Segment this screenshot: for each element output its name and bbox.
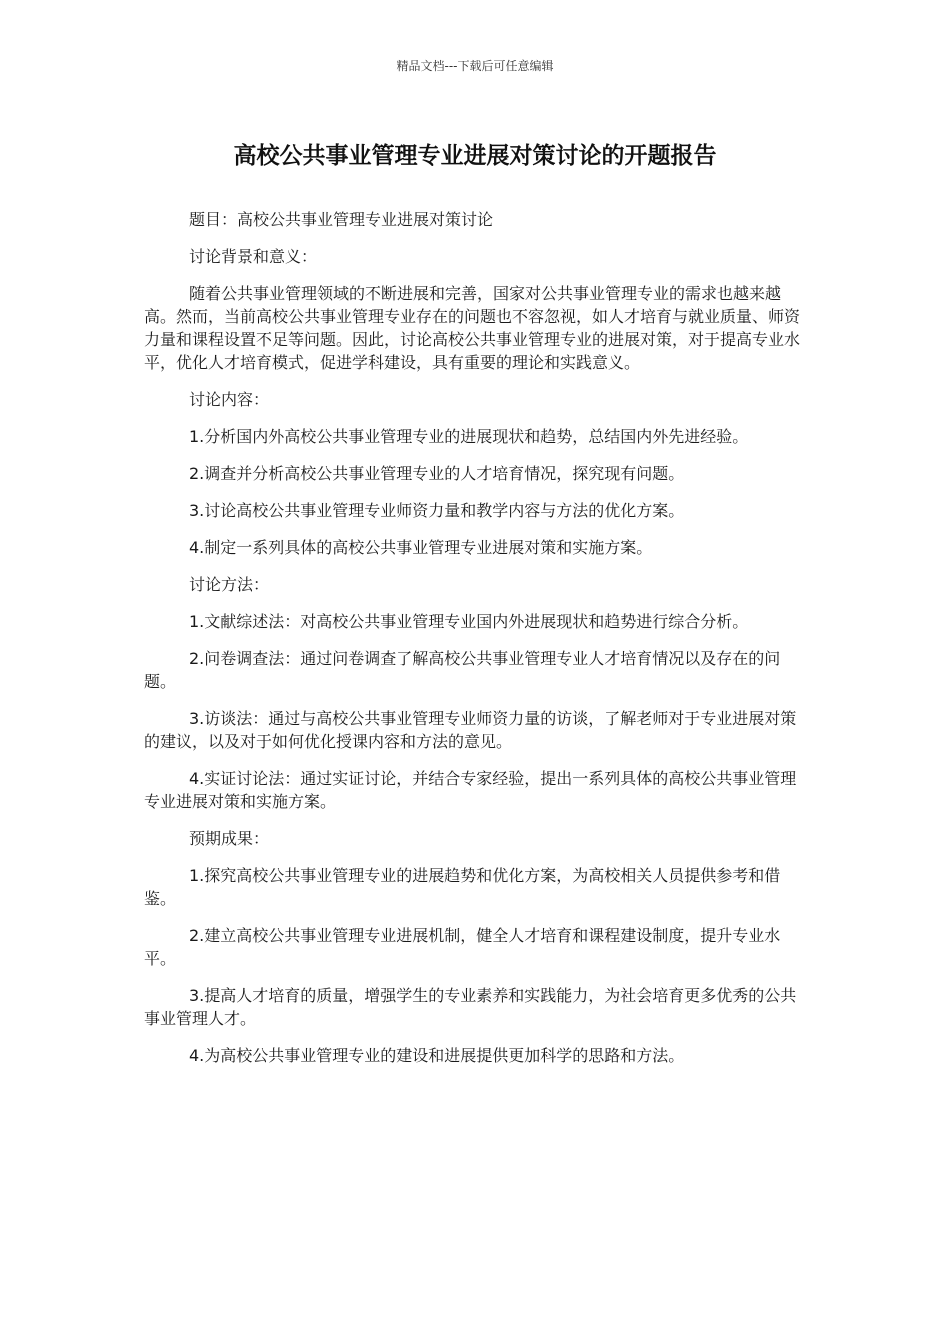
method-item: 3.访谈法：通过与高校公共事业管理专业师资力量的访谈，了解老师对于专业进展对策的建议，以及对于如何优化授课内容和方法的意见。 bbox=[144, 709, 797, 751]
method-item: 2.问卷调查法：通过问卷调查了解高校公共事业管理专业人才培育情况以及存在的问题。 bbox=[144, 649, 781, 691]
content-item: 1.分析国内外高校公共事业管理专业的进展现状和趋势，总结国内外先进经验。 bbox=[189, 427, 749, 446]
outcome-item: 3.提高人才培育的质量，增强学生的专业素养和实践能力，为社会培育更多优秀的公共事业管理人才。 bbox=[144, 986, 797, 1028]
outcome-item: 1.探究高校公共事业管理专业的进展趋势和优化方案，为高校相关人员提供参考和借鉴。 bbox=[144, 866, 781, 908]
section-heading-content: 讨论内容： bbox=[189, 390, 270, 409]
method-item: 4.实证讨论法：通过实证讨论，并结合专家经验，提出一系列具体的高校公共事业管理专业进展对策和实施方案。 bbox=[144, 769, 797, 811]
outcome-item: 4.为高校公共事业管理专业的建设和进展提供更加科学的思路和方法。 bbox=[189, 1046, 685, 1065]
document-title: 高校公共事业管理专业进展对策讨论的开题报告 bbox=[233, 143, 717, 169]
content-item: 3.讨论高校公共事业管理专业师资力量和教学内容与方法的优化方案。 bbox=[189, 501, 685, 520]
section-heading-background: 讨论背景和意义： bbox=[189, 247, 318, 266]
outcome-item: 2.建立高校公共事业管理专业进展机制，健全人才培育和课程建设制度，提升专业水平。 bbox=[144, 926, 781, 968]
document-body bbox=[144, 208, 806, 1081]
background-paragraph: 随着公共事业管理领域的不断进展和完善，国家对公共事业管理专业的需求也越来越高。然而，当前高校公共事业管理专业存在的问题也不容忽视，如人才培育与就业质量、师资力量和课程设置不足等问题。因此，讨论高校公共事业管理专业的进展对策，对于提高专业水平，优化人才培育模式，促进学科建设，具有重要的理论和实践意义。 bbox=[144, 284, 801, 372]
page-header: 精品文档---下载后可任意编辑 bbox=[396, 59, 554, 73]
method-item: 1.文献综述法：对高校公共事业管理专业国内外进展现状和趋势进行综合分析。 bbox=[189, 612, 749, 631]
section-heading-outcome: 预期成果： bbox=[189, 829, 270, 848]
content-item: 4.制定一系列具体的高校公共事业管理专业进展对策和实施方案。 bbox=[189, 538, 653, 557]
topic-line: 题目：高校公共事业管理专业进展对策讨论 bbox=[189, 210, 494, 229]
content-item: 2.调查并分析高校公共事业管理专业的人才培育情况，探究现有问题。 bbox=[189, 464, 685, 483]
section-heading-method: 讨论方法： bbox=[189, 575, 270, 594]
